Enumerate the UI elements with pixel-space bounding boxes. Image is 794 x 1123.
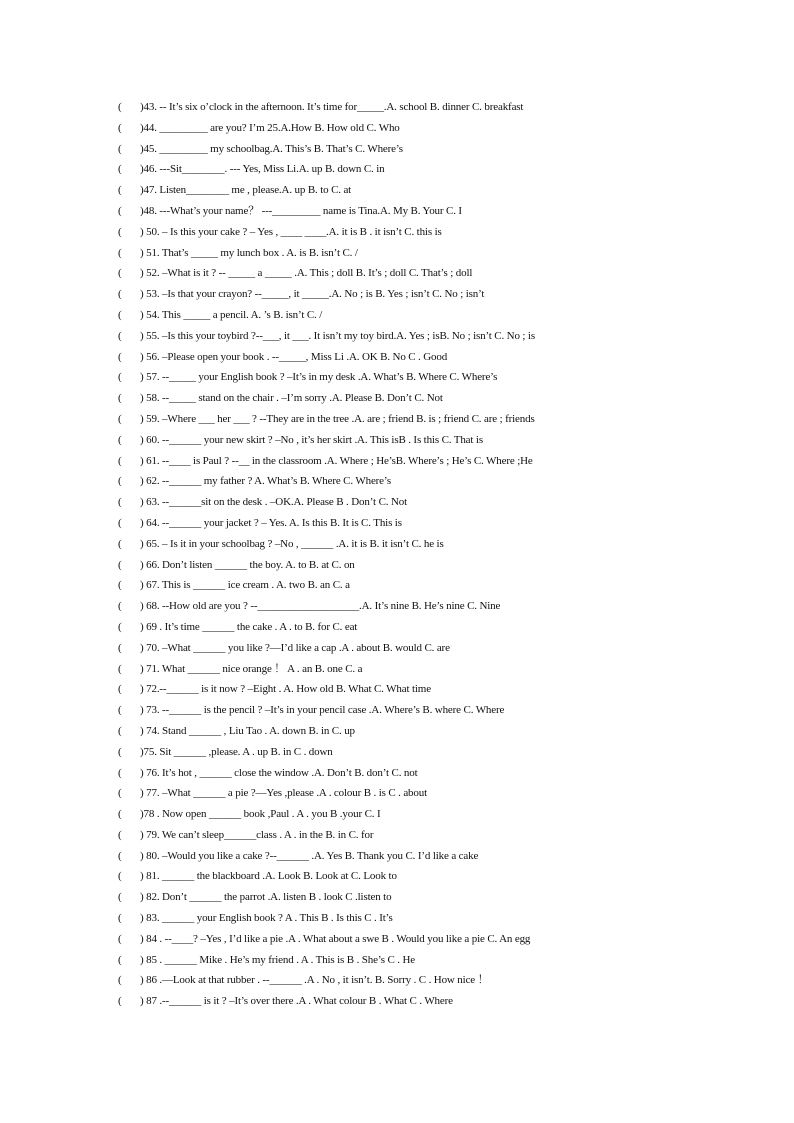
answer-bracket[interactable]: (: [118, 870, 122, 883]
question-row: [118, 118, 758, 139]
question-row: [118, 991, 758, 1012]
question-list: [118, 97, 758, 1012]
question-row: [118, 492, 758, 513]
answer-bracket[interactable]: (: [118, 953, 122, 966]
question-row: [118, 139, 758, 160]
question-text: ) 66. Don’t listen ______ the boy. A. to B. at C. on: [140, 558, 355, 571]
question-text: ) 73. --______ is the pencil ? –It’s in your pencil case .A. Where’s B. where C. Where: [140, 704, 505, 717]
answer-bracket[interactable]: (: [118, 433, 122, 446]
question-row: [118, 180, 758, 201]
question-text: ) 80. –Would you like a cake ?--______ .A. Yes B. Thank you C. I’d like a cake: [140, 849, 479, 862]
question-row: [118, 596, 758, 617]
answer-bracket[interactable]: (: [118, 828, 122, 841]
question-row: [118, 430, 758, 451]
question-text: ) 57. --_____ your English book ? –It’s in my desk .A. What’s B. Where C. Where’s: [140, 371, 498, 384]
question-row: [118, 263, 758, 284]
answer-bracket[interactable]: (: [118, 392, 122, 405]
question-text: ) 84 . --____? –Yes , I’d like a pie .A . What about a swe B . Would you like a pie C. An egg: [140, 932, 531, 945]
question-text: ) 60. --______ your new skirt ? –No , it’s her skirt .A. This isB . Is this C. That is: [140, 433, 483, 446]
answer-bracket[interactable]: (: [118, 246, 122, 259]
answer-bracket[interactable]: (: [118, 225, 122, 238]
answer-bracket[interactable]: (: [118, 308, 122, 321]
question-row: [118, 388, 758, 409]
answer-bracket[interactable]: (: [118, 683, 122, 696]
question-row: [118, 201, 758, 222]
answer-bracket[interactable]: (: [118, 475, 122, 488]
question-row: [118, 97, 758, 118]
question-row: [118, 513, 758, 534]
question-row: [118, 243, 758, 264]
answer-bracket[interactable]: (: [118, 849, 122, 862]
question-row: [118, 763, 758, 784]
question-row: [118, 679, 758, 700]
answer-bracket[interactable]: (: [118, 288, 122, 301]
question-text: ) 53. –Is that your crayon? --_____, it _____.A. No ; is B. Yes ; isn’t C. No ; isn’t: [140, 288, 485, 301]
question-row: [118, 721, 758, 742]
answer-bracket[interactable]: (: [118, 891, 122, 904]
answer-bracket[interactable]: (: [118, 662, 122, 675]
answer-bracket[interactable]: (: [118, 329, 122, 342]
question-row: [118, 222, 758, 243]
answer-bracket[interactable]: (: [118, 350, 122, 363]
question-text: ) 67. This is ______ ice cream . A. two B. an C. a: [140, 579, 350, 592]
question-row: [118, 783, 758, 804]
question-row: [118, 908, 758, 929]
answer-bracket[interactable]: (: [118, 787, 122, 800]
answer-bracket[interactable]: (: [118, 204, 122, 217]
answer-bracket[interactable]: (: [118, 142, 122, 155]
question-text: ) 77. –What ______ a pie ?—Yes ,please .A . colour B . is C . about: [140, 787, 428, 800]
question-text: ) 83. ______ your English book ? A . This B . Is this C . It’s: [140, 912, 393, 925]
answer-bracket[interactable]: (: [118, 704, 122, 717]
question-text: ) 62. --______ my father ? A. What’s B. Where C. Where’s: [140, 475, 391, 488]
answer-bracket[interactable]: (: [118, 600, 122, 613]
answer-bracket[interactable]: (: [118, 766, 122, 779]
question-row: [118, 575, 758, 596]
question-row: [118, 305, 758, 326]
question-row: [118, 970, 758, 991]
answer-bracket[interactable]: (: [118, 163, 122, 176]
question-row: [118, 367, 758, 388]
question-row: [118, 804, 758, 825]
answer-bracket[interactable]: (: [118, 912, 122, 925]
question-text: ) 63. --______sit on the desk . –OK.A. Please B . Don’t C. Not: [140, 496, 408, 509]
question-row: [118, 347, 758, 368]
question-text: ) 81. ______ the blackboard .A. Look B. Look at C. Look to: [140, 870, 397, 883]
question-text: ) 69 . It’s time ______ the cake . A . to B. for C. eat: [140, 620, 358, 633]
question-text: ) 65. – Is it in your schoolbag ? –No , ______ .A. it is B. it isn’t C. he is: [140, 537, 444, 550]
question-text: )43. -- It’s six o’clock in the afternoon. It’s time for_____.A. school B. dinner C. breakfast: [140, 101, 524, 113]
question-text: ) 87 .--______ is it ? –It’s over there .A . What colour B . What C . Where: [140, 995, 453, 1008]
answer-bracket[interactable]: (: [118, 745, 122, 758]
question-row: [118, 742, 758, 763]
answer-bracket[interactable]: (: [118, 454, 122, 467]
question-row: [118, 638, 758, 659]
answer-bracket[interactable]: (: [118, 724, 122, 737]
question-row: [118, 887, 758, 908]
question-text: )48. ---What’s your name？ ---_________ name is Tina.A. My B. Your C. I: [140, 204, 462, 217]
answer-bracket[interactable]: (: [118, 579, 122, 592]
question-text: ) 59. –Where ___ her ___ ? --They are in the tree .A. are ; friend B. is ; friend C. are ; friends: [140, 412, 535, 425]
question-text: ) 82. Don’t ______ the parrot .A. listen B . look C .listen to: [140, 891, 392, 904]
question-row: [118, 555, 758, 576]
answer-bracket[interactable]: (: [118, 101, 122, 113]
answer-bracket[interactable]: (: [118, 496, 122, 509]
question-text: ) 79. We can’t sleep______class . A . in the B. in C. for: [140, 828, 374, 841]
question-row: [118, 866, 758, 887]
answer-bracket[interactable]: (: [118, 808, 122, 821]
question-text: ) 54. This _____ a pencil. A. ’s B. isn’t C. /: [140, 308, 323, 321]
question-text: ) 86 .—Look at that rubber . --______ .A . No , it isn’t. B. Sorry . C . How nice ！: [140, 974, 489, 987]
question-text: )75. Sit ______ ,please. A . up B. in C . down: [140, 745, 333, 758]
question-text: ) 74. Stand ______ , Liu Tao . A. down B. in C. up: [140, 724, 355, 737]
answer-bracket[interactable]: (: [118, 932, 122, 945]
answer-bracket[interactable]: (: [118, 620, 122, 633]
question-text: )45. _________ my schoolbag.A. This’s B. That’s C. Where’s: [140, 142, 403, 155]
question-row: [118, 846, 758, 867]
question-row: [118, 700, 758, 721]
question-text: ) 70. –What ______ you like ?—I’d like a cap .A . about B. would C. are: [140, 641, 450, 654]
question-row: [118, 409, 758, 430]
answer-bracket[interactable]: (: [118, 995, 122, 1008]
answer-bracket[interactable]: (: [118, 558, 122, 571]
question-text: ) 68. --How old are you ? --___________________.A. It’s nine B. He’s nine C. Nine: [140, 600, 501, 613]
question-row: [118, 471, 758, 492]
question-row: [118, 451, 758, 472]
question-text: ) 64. --______ your jacket ? – Yes. A. Is this B. It is C. This is: [140, 516, 402, 529]
answer-bracket[interactable]: (: [118, 516, 122, 529]
question-text: )46. ---Sit________. --- Yes, Miss Li.A. up B. down C. in: [140, 163, 385, 176]
question-text: ) 50. – Is this your cake ? – Yes , ____ ____.A. it is B . it isn’t C. this is: [140, 225, 442, 238]
question-text: ) 76. It’s hot , ______ close the window .A. Don’t B. don’t C. not: [140, 766, 418, 779]
answer-bracket[interactable]: (: [118, 641, 122, 654]
question-text: ) 55. –Is this your toybird ?--___, it ___. It isn’t my toy bird.A. Yes ; isB. No ; isn’t C. No ; is: [140, 329, 535, 342]
question-text: ) 71. What ______ nice orange ！ A . an B. one C. a: [140, 662, 363, 675]
answer-bracket[interactable]: (: [118, 184, 122, 197]
question-text: )44. _________ are you? I’m 25.A.How B. How old C. Who: [140, 121, 400, 134]
question-row: [118, 825, 758, 846]
question-text: ) 58. --_____ stand on the chair . –I’m sorry .A. Please B. Don’t C. Not: [140, 392, 443, 405]
question-row: [118, 326, 758, 347]
answer-bracket[interactable]: (: [118, 371, 122, 384]
answer-bracket[interactable]: (: [118, 121, 122, 134]
question-row: [118, 534, 758, 555]
answer-bracket[interactable]: (: [118, 537, 122, 550]
question-row: [118, 659, 758, 680]
question-text: ) 51. That’s _____ my lunch box . A. is B. isn’t C. /: [140, 246, 358, 259]
question-row: [118, 284, 758, 305]
answer-bracket[interactable]: (: [118, 974, 122, 987]
question-text: ) 52. –What is it ? -- _____ a _____ .A. This ; doll B. It’s ; doll C. That’s ; doll: [140, 267, 473, 280]
question-text: ) 72.--______ is it now ? –Eight . A. How old B. What C. What time: [140, 683, 431, 696]
question-text: ) 61. --____ is Paul ? --__ in the classroom .A. Where ; He’sB. Where’s ; He’s C. Where ;He: [140, 454, 533, 467]
question-text: ) 56. –Please open your book . --_____, Miss Li .A. OK B. No C . Good: [140, 350, 448, 363]
question-text: )47. Listen________ me , please.A. up B. to C. at: [140, 184, 352, 197]
question-text: )78 . Now open ______ book ,Paul . A . you B .your C. I: [140, 808, 381, 821]
question-row: [118, 617, 758, 638]
question-row: [118, 159, 758, 180]
answer-bracket[interactable]: (: [118, 267, 122, 280]
question-row: [118, 929, 758, 950]
answer-bracket[interactable]: (: [118, 412, 122, 425]
question-row: [118, 950, 758, 971]
question-text: ) 85 . ______ Mike . He’s my friend . A . This is B . She’s C . He: [140, 953, 415, 966]
